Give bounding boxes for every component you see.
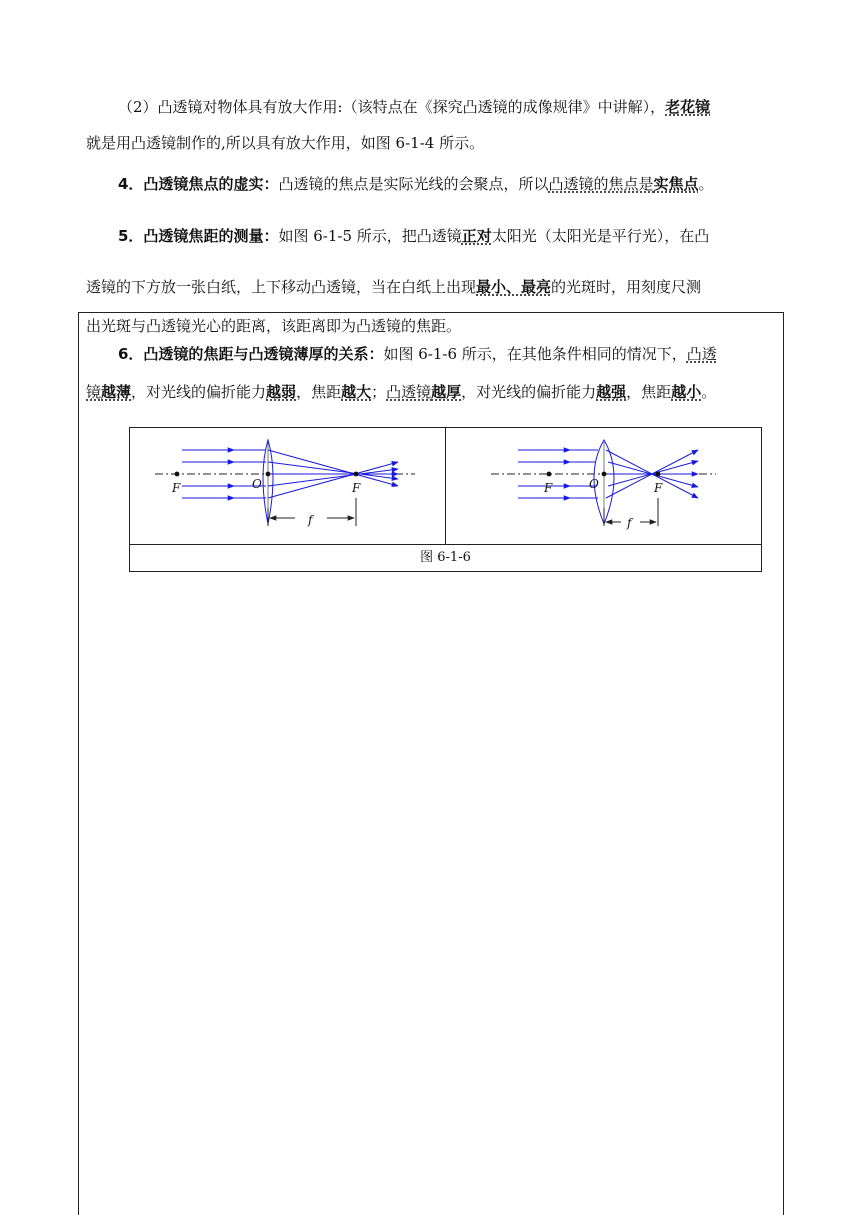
para-6-text-3: ，焦距 [296,383,342,401]
para-4-end: 。 [698,175,714,193]
para-6-heading: 6．凸透镜的焦距与凸透镜薄厚的关系： [118,345,384,363]
para-6-key-thick: 越厚 [431,383,462,401]
para-6-underline: 凸透 [686,345,717,363]
para-2-text-2: 就是用凸透镜制作的,所以具有放大作用，如图 6-1-4 所示。 [86,134,485,152]
para-6-key-weak: 越弱 [266,383,297,401]
para-6-text-4: ，对光线的偏折能力 [461,383,597,401]
para-6-end: 。 [701,383,717,401]
para-6-underline-3: 凸透镜 [386,383,432,401]
para-5-key-term-2: 最小、最亮 [476,278,552,296]
focus-label-left: F [172,481,181,495]
optical-center-label: O [252,477,262,491]
focus-label-right-thick: F [654,481,663,495]
para-4-heading: 4．凸透镜焦点的虚实： [118,175,279,193]
para-6-line-2 [86,382,776,402]
para-5-key-term: 正对 [461,227,492,245]
para-2-text: （2）凸透镜对物体具有放大作用:（该特点在《探究凸透镜的成像规律》中讲解）， [118,98,666,116]
para-6-text: 如图 6-1-6 所示，在其他条件相同的情况下， [383,345,687,363]
optical-center-label-thick: O [589,477,599,491]
para-2-key-term: 老花镜 [665,98,711,116]
para-6-key-strong: 越强 [596,383,627,401]
para-6-key-large: 越大 [341,383,372,401]
para-2-line-1 [118,97,808,117]
para-6-line-1 [118,344,808,364]
figure-caption: 图 6-1-6 [420,550,471,565]
para-4-key-term: 实焦点 [653,175,699,193]
figure-divider-vertical [445,428,446,544]
para-6-sep: ； [371,383,387,401]
focal-length-label-thick: f [627,516,632,530]
para-6-key-small: 越小 [671,383,702,401]
para-6-text-2: ，对光线的偏折能力 [131,383,267,401]
para-5-heading: 5．凸透镜焦距的测量： [118,227,279,245]
para-5-text-3: 透镜的下方放一张白纸，上下移动凸透镜，当在白纸上出现 [86,278,477,296]
para-4-text: 凸透镜的焦点是实际光线的会聚点，所以 [278,175,549,193]
thin-lens-diagram [130,428,445,544]
focus-label-left-thick: F [544,481,553,495]
focus-label-right: F [352,481,361,495]
para-5-text-5: 出光斑与凸透镜光心的距离，该距离即为凸透镜的焦距。 [86,317,462,335]
para-5-line-1 [118,226,808,246]
para-5-text-2: 太阳光（太阳光是平行光），在凸 [491,227,710,245]
para-5-line-3 [86,316,776,336]
para-6-key-thin: 越薄 [101,383,132,401]
focal-length-label: f [308,513,313,527]
para-5-text: 如图 6-1-5 所示，把凸透镜 [278,227,462,245]
thick-lens-diagram [446,428,761,544]
para-5-line-2 [86,277,776,297]
para-5-text-4: 的光斑时，用刻度尺测 [551,278,702,296]
para-2-line-2 [86,133,776,153]
para-6-text-5: ，焦距 [626,383,672,401]
para-4-underline: 凸透镜的焦点是 [548,175,654,193]
figure-6-1-6 [129,427,762,572]
para-6-underline-2: 镜 [86,383,102,401]
para-4 [118,174,808,194]
